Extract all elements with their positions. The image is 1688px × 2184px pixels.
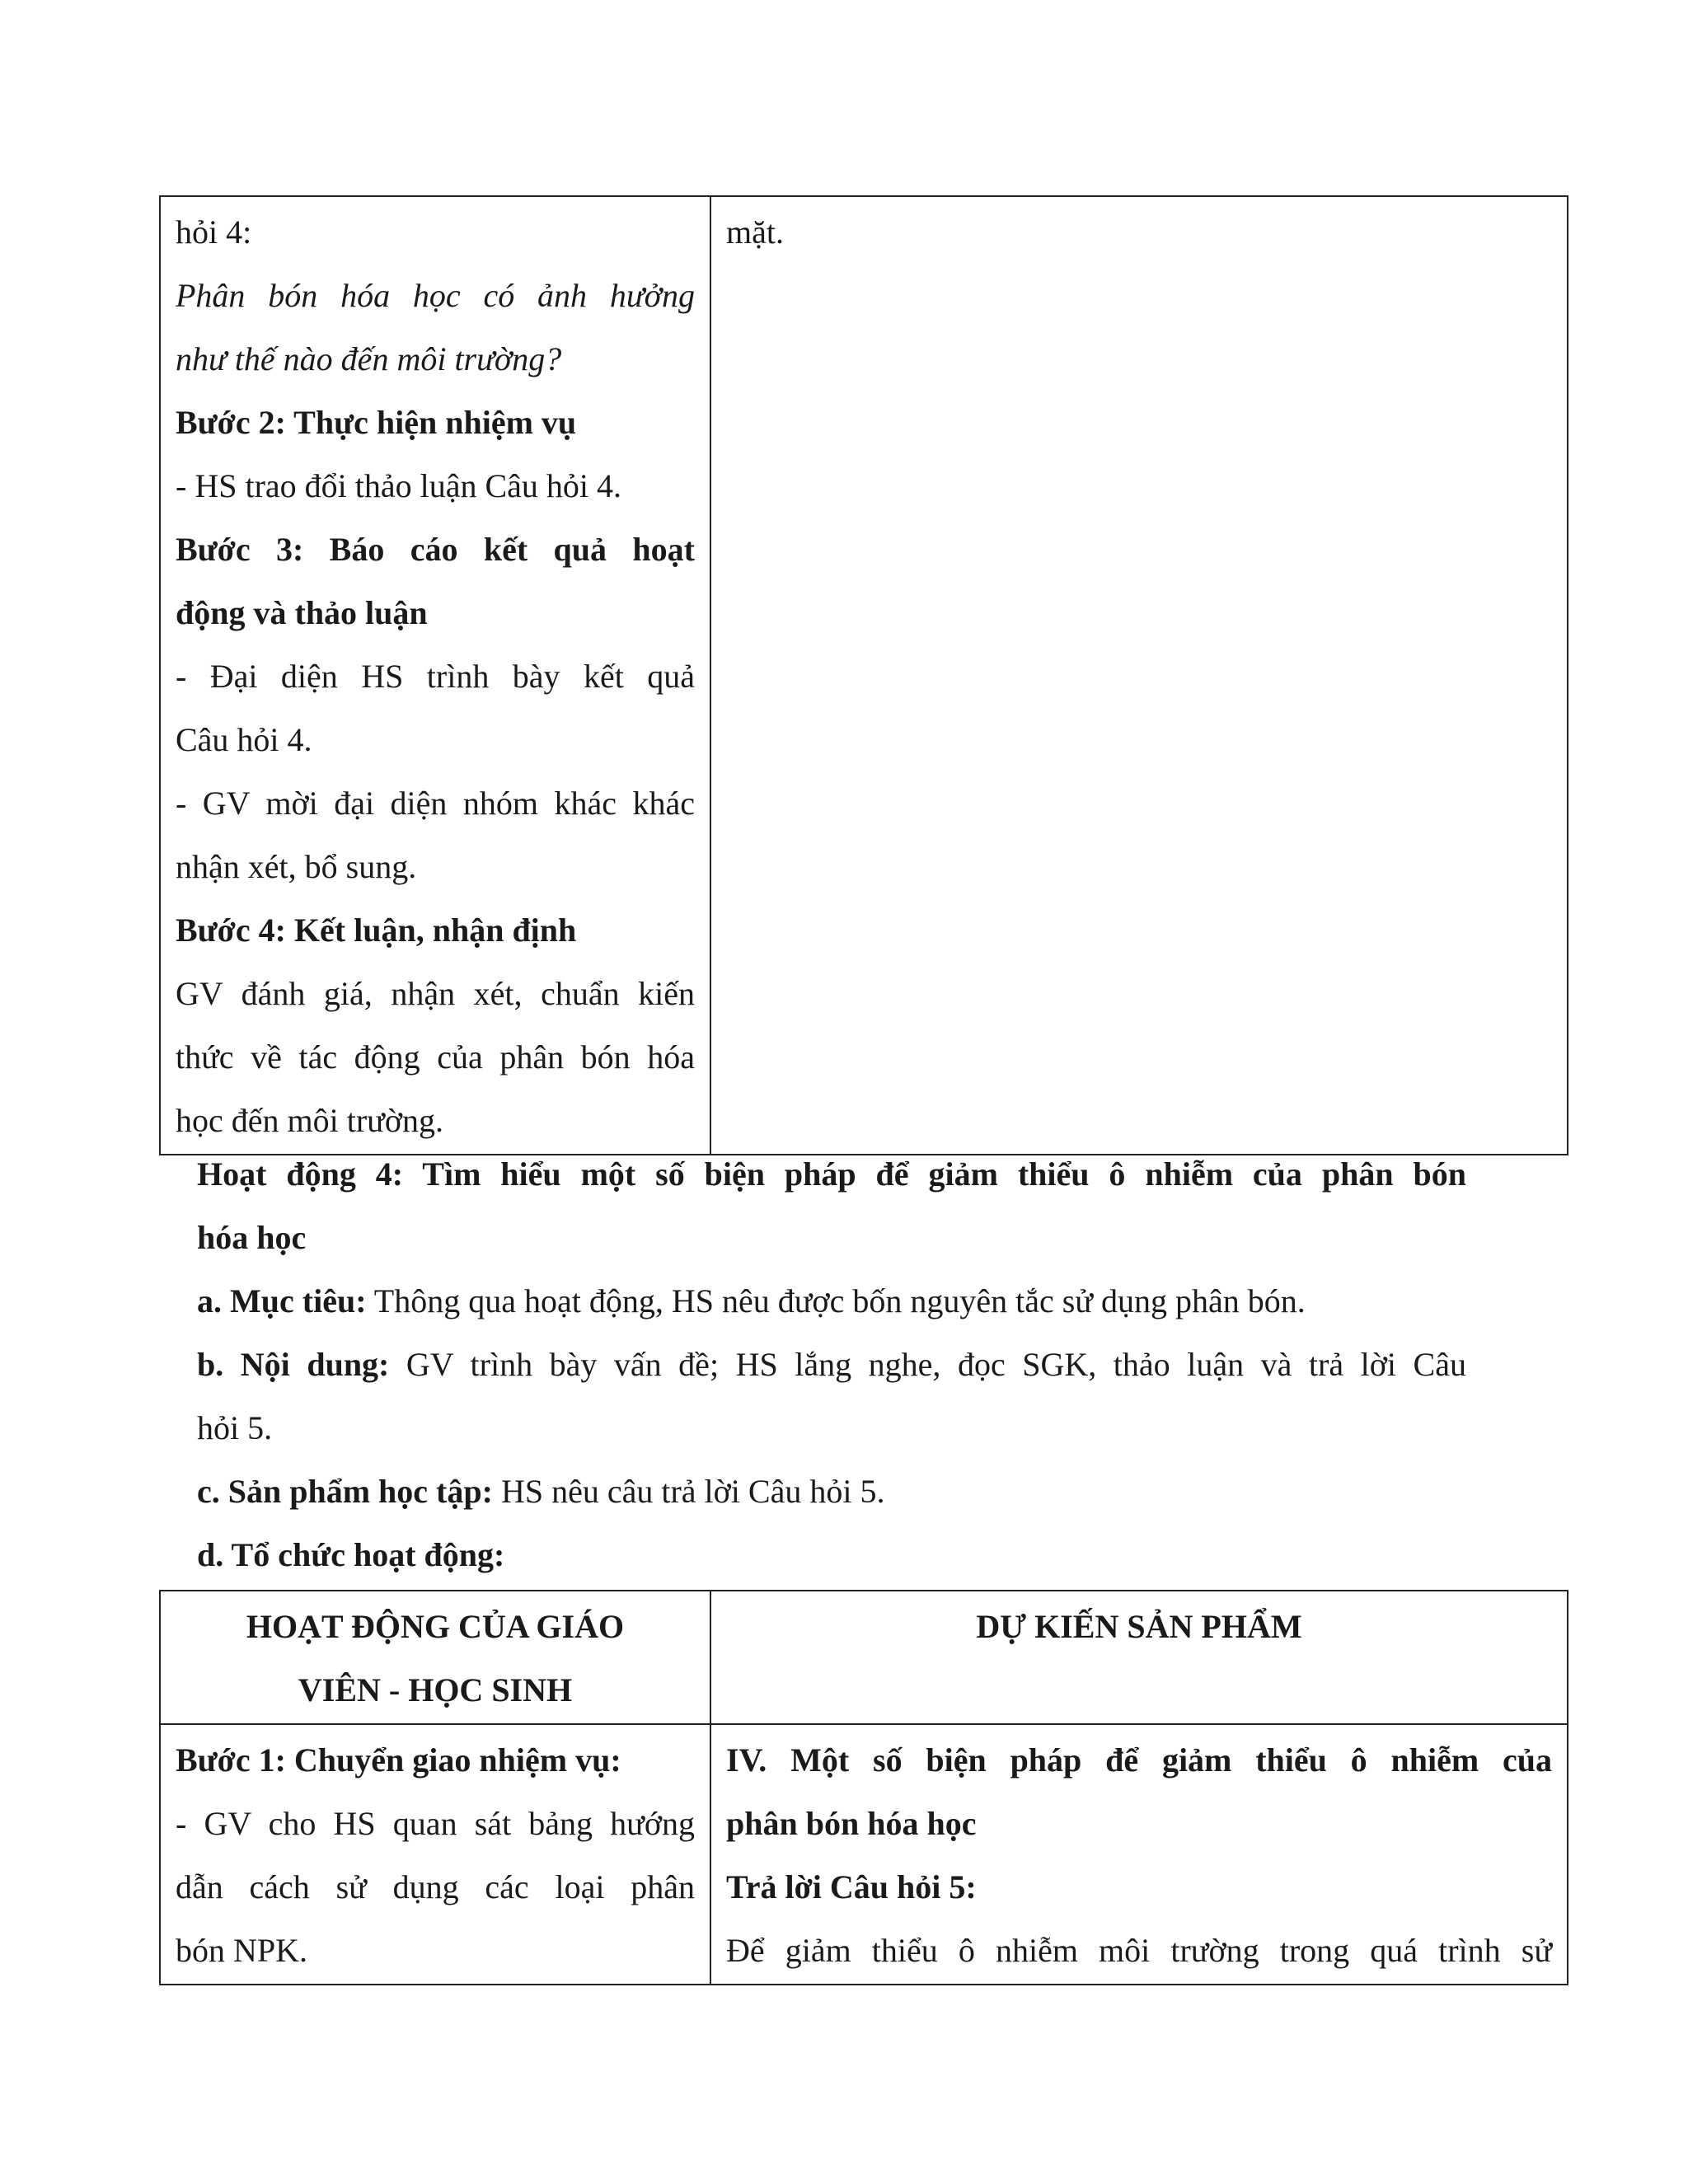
teacher-student-activity-cell — [160, 1724, 710, 1985]
content-text: GV trình bày vấn đề; HS lắng nghe, đọc SGK, thảo luận và trả lời Câu — [389, 1346, 1466, 1383]
expected-product-cell — [710, 1724, 1568, 1985]
table-row — [160, 196, 1568, 1155]
activity-4-title-line1: Hoạt động 4: Tìm hiểu một số biện pháp để giảm thiểu ô nhiễm của phân bón — [197, 1155, 1466, 1193]
teacher-student-activity-cell — [160, 196, 710, 1155]
content-label: b. Nội dung: — [197, 1346, 390, 1383]
activity-step-line: GV đánh giá, nhận xét, chuẩn kiến — [176, 975, 695, 1012]
organization-heading: d. Tổ chức hoạt động: — [197, 1536, 505, 1573]
activity-step-line: bón NPK. — [176, 1932, 308, 1969]
table-header-row — [160, 1591, 1568, 1724]
lesson-table-continued — [159, 195, 1568, 1155]
expected-product-cell — [710, 196, 1568, 1155]
activity-step-line: - Đại diện HS trình bày kết quả — [176, 658, 695, 695]
activity-step-line: Câu hỏi 4. — [176, 721, 312, 758]
activity-step-line: Bước 1: Chuyển giao nhiệm vụ: — [176, 1741, 621, 1779]
activity-step-line: thức về tác động của phân bón hóa — [176, 1038, 695, 1076]
expected-product — [711, 1725, 1567, 1984]
content-paragraph-line1 — [197, 1333, 1466, 1396]
activity-steps — [161, 1725, 710, 1984]
product-text: HS nêu câu trả lời Câu hỏi 5. — [492, 1473, 885, 1510]
header-right: DỰ KIẾN SẢN PHẨM — [976, 1608, 1302, 1645]
activity-step-line: - GV cho HS quan sát bảng hướng — [176, 1805, 695, 1842]
expected-product-line: phân bón hóa học — [726, 1805, 977, 1842]
activity-step-line: dẫn cách sử dụng các loại phân — [176, 1868, 695, 1905]
expected-product-text: mặt. — [726, 213, 784, 251]
activity-step-line: Bước 4: Kết luận, nhận định — [176, 912, 577, 949]
header-left-line1: HOẠT ĐỘNG CỦA GIÁO — [246, 1608, 625, 1645]
activity-step-line: - GV mời đại diện nhóm khác khác — [176, 785, 695, 822]
activity-step-line: - HS trao đổi thảo luận Câu hỏi 4. — [176, 467, 622, 504]
activity-step-line: học đến môi trường. — [176, 1102, 443, 1139]
header-teacher-student-activity — [160, 1591, 710, 1724]
product-paragraph — [197, 1460, 1466, 1523]
objective-label: a. Mục tiêu: — [197, 1282, 367, 1319]
objective-paragraph — [197, 1269, 1466, 1333]
activity-step-line: Phân bón hóa học có ảnh hưởng — [176, 277, 695, 314]
header-expected-product — [710, 1591, 1568, 1724]
activity-step-line: Bước 3: Báo cáo kết quả hoạt — [176, 531, 695, 568]
activity-steps — [161, 197, 710, 1154]
expected-product-line: Trả lời Câu hỏi 5: — [726, 1868, 977, 1905]
activity-step-line: như thế nào đến môi trường? — [176, 340, 562, 377]
table-row — [160, 1724, 1568, 1985]
activity-step-line: động và thảo luận — [176, 594, 428, 631]
product-label: c. Sản phẩm học tập: — [197, 1473, 493, 1510]
activity-4-table — [159, 1590, 1568, 1985]
activity-step-line: nhận xét, bổ sung. — [176, 848, 417, 885]
expected-product-line: Để giảm thiểu ô nhiễm môi trường trong quá trình sử — [726, 1932, 1552, 1969]
activity-step-line: Bước 2: Thực hiện nhiệm vụ — [176, 404, 577, 441]
activity-step-line: hỏi 4: — [176, 213, 252, 251]
content-paragraph-line2: hỏi 5. — [197, 1409, 273, 1446]
expected-product-line: IV. Một số biện pháp để giảm thiểu ô nhiễm của — [726, 1741, 1552, 1779]
header-left-line2: VIÊN - HỌC SINH — [298, 1671, 573, 1708]
activity-4-title-line2: hóa học — [197, 1219, 307, 1256]
objective-text: Thông qua hoạt động, HS nêu được bốn nguyên tắc sử dụng phân bón. — [366, 1282, 1306, 1319]
activity-4-section — [197, 1142, 1466, 1586]
